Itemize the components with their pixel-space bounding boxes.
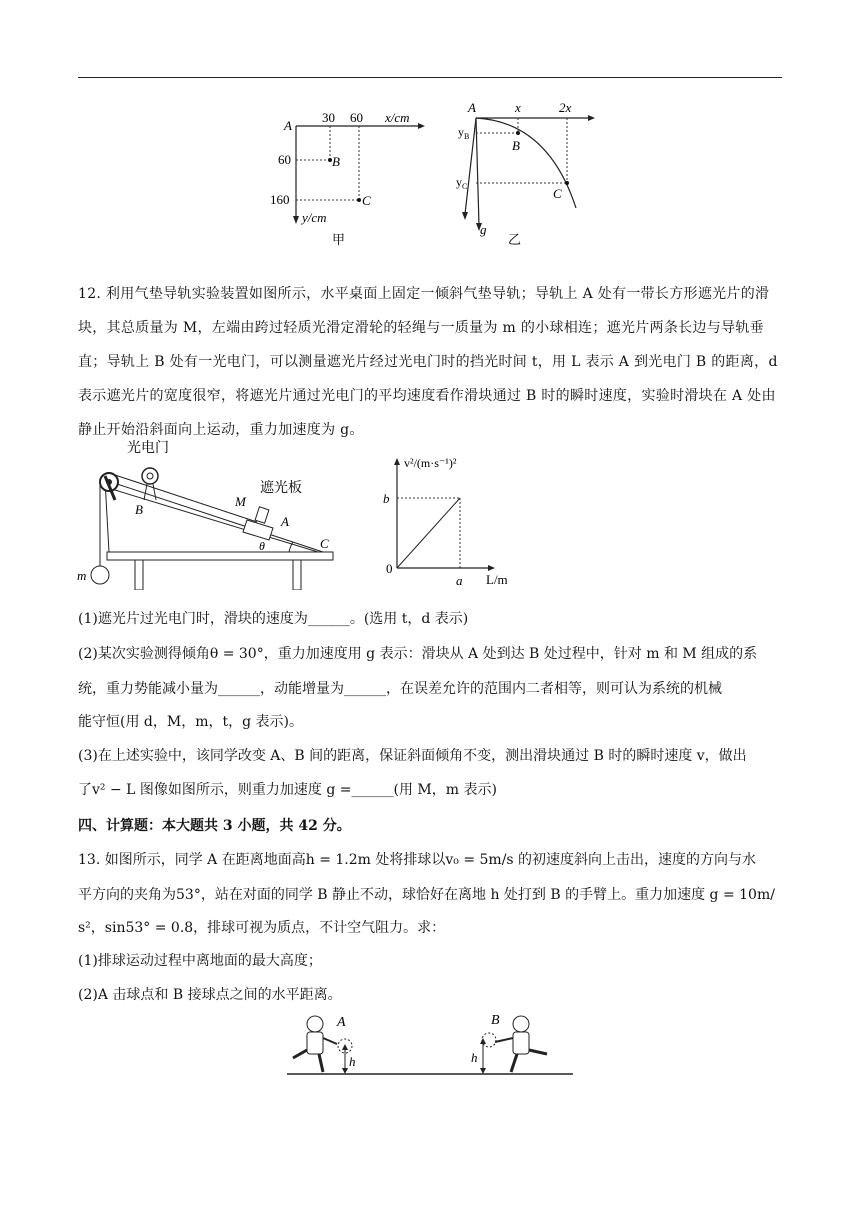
c-label: C (320, 536, 329, 551)
v2-l-graph (378, 455, 538, 590)
q12-sub2-line2: 统，重力势能减小量为______，动能增量为______，在误差允许的范围内二者相等，则可认为系统的机械 (78, 681, 722, 697)
y-b-label: $y_B$ (458, 125, 470, 141)
volleyball-figure (285, 1006, 575, 1078)
student-a-icon (293, 1016, 337, 1072)
shade-label: 遮光板 (260, 481, 302, 496)
y-c-label: $y_C$ (456, 175, 468, 191)
point-b-label: B (512, 138, 520, 153)
y-tick-160: 160 (270, 192, 290, 207)
q12-stem: 12. 利用气垫导轨实验装置如图所示，水平桌面上固定一倾斜气垫导轨；导轨上 A 处有一带长方形遮光片的滑块，其总质量为 M，左端由跨过轻质光滑定滑轮的轻绳与一质量为 m 的小球相连；遮光片两条长边与导轨垂直；导轨上 B 处有一光电门，可以测量遮光片经过光电门时的挡光时间 t，用 L 表示 A 到光电门 B 的距离，d 表示遮光片的宽度很窄，将遮光片通过光电门的平均速度看作滑块通过 B 时的瞬时速度，实验时滑块在 A 处由静止开始沿斜面向上运动，重力加速度为 g。 (78, 286, 778, 438)
x-tick-2x: 2x (559, 100, 572, 115)
origin-label: 0 (386, 561, 393, 576)
q13-sub2: (2)A 击球点和 B 接球点之间的水平距离。 (78, 987, 342, 1003)
figure-yi (448, 96, 598, 251)
figure-jia (270, 108, 430, 248)
q13-line2: 平方向的夹角为53°，站在对面的同学 B 静止不动，球恰好在离地 h 处打到 B 的手臂上。重力加速度 g = 10m/ (78, 887, 775, 903)
g-label: g (480, 222, 487, 237)
b-tick: b (383, 491, 390, 506)
x-tick-x: x (515, 100, 521, 115)
figure-caption: 乙 (508, 232, 522, 247)
y-axis-label: y/cm (302, 210, 327, 225)
section-heading: 四、计算题：本大题共 3 小题，共 42 分。 (78, 818, 351, 834)
q12-sub2-line3: 能守恒(用 d，M，m，t，g 表示)。 (78, 714, 303, 730)
point-b-label: B (332, 154, 340, 169)
student-b-icon (495, 1016, 547, 1072)
q13-sub1: (1)排球运动过程中离地面的最大高度； (78, 953, 322, 969)
ball-b-icon (482, 1033, 496, 1047)
q13-line1: 13. 如图所示，同学 A 在距离地面高h = 1.2m 处将排球以v₀ = 5m/s 的初速度斜向上击出，速度的方向与水 (78, 852, 757, 868)
point-c-label: C (362, 193, 371, 208)
a-tick: a (456, 573, 463, 588)
point-c-label: C (553, 186, 562, 201)
label-b: B (491, 1013, 500, 1028)
origin-label: A (284, 118, 292, 133)
apparatus-figure (75, 440, 345, 590)
x-axis-label: x/cm (385, 110, 410, 125)
q12-sub3-line1: (3)在上述实验中，该同学改变 A、B 间的距离，保证斜面倾角不变，测出滑块通过 B 时的瞬时速度 v，做出 (78, 748, 747, 764)
gate-label: 光电门 (127, 441, 169, 456)
label-a: A (337, 1015, 346, 1030)
a-label: A (281, 514, 289, 529)
x-tick-60: 60 (350, 110, 363, 125)
theta-label: θ (259, 539, 265, 553)
h-right: h (471, 1050, 478, 1065)
x-axis-label: L/m (486, 572, 508, 587)
q12-sub3-line2: 了v² − L 图像如图所示，则重力加速度 g =______(用 M，m 表示) (78, 782, 497, 798)
figure-caption: 甲 (332, 232, 346, 247)
q13-line3: s²，sin53° = 0.8，排球可视为质点，不计空气阻力。求： (78, 920, 446, 936)
q12-sub2-line1: (2)某次实验测得倾角θ = 30°，重力加速度用 g 表示：滑块从 A 处到达 B 处过程中，针对 m 和 M 组成的系 (78, 646, 758, 662)
b-label: B (135, 502, 143, 517)
h-left: h (349, 1054, 356, 1069)
ball-mass-label: m (77, 568, 87, 583)
y-axis-label: v²/(m·s⁻¹)² (404, 456, 457, 470)
y-tick-60: 60 (278, 152, 291, 167)
slider-mass-label: M (235, 494, 246, 509)
q12-sub1: (1)遮光片过光电门时，滑块的速度为______。(选用 t，d 表示) (78, 611, 469, 627)
x-tick-30: 30 (322, 110, 335, 125)
origin-label: A (468, 100, 476, 115)
header-rule (78, 77, 782, 78)
